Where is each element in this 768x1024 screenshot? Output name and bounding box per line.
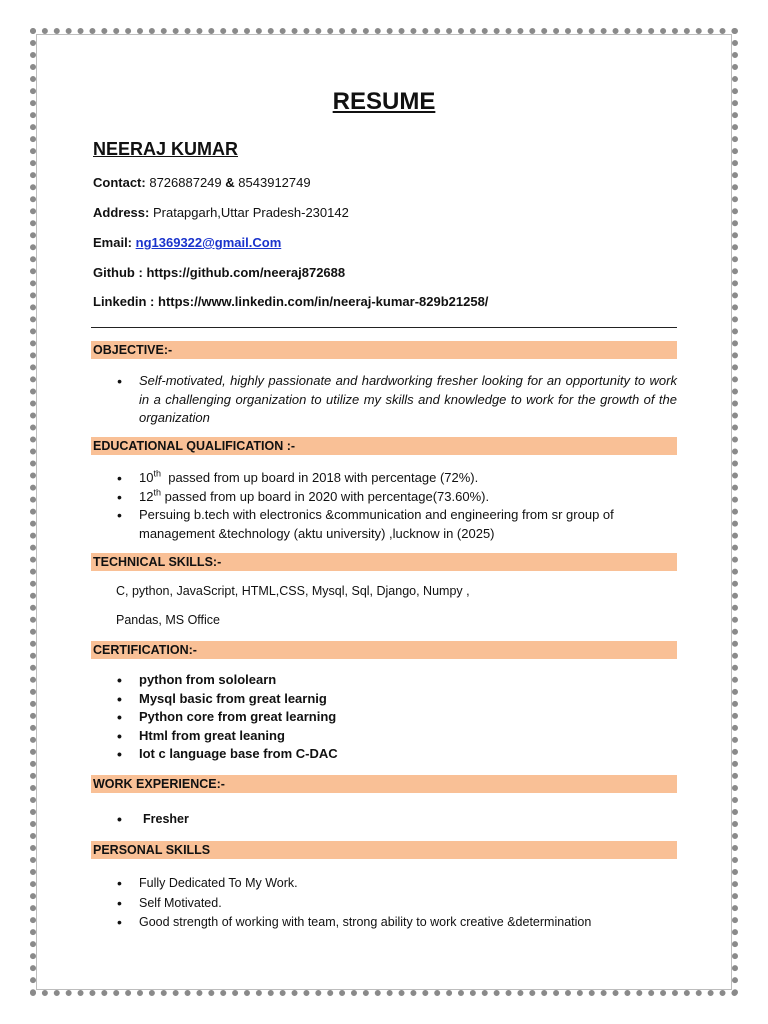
list-item: • Self Motivated. bbox=[117, 894, 677, 914]
email-label: Email: bbox=[93, 235, 133, 250]
list-item: • 10th passed from up board in 2018 with percentage (72%). bbox=[117, 469, 677, 488]
list-item: • Iot c language base from C-DAC bbox=[117, 745, 677, 764]
github-label: Github : bbox=[93, 265, 143, 280]
contact-label: Contact: bbox=[93, 175, 146, 190]
section-heading-personal: PERSONAL SKILLS bbox=[91, 841, 677, 859]
phone-separator: & bbox=[225, 175, 235, 190]
technical-skills-line-2: Pandas, MS Office bbox=[116, 613, 220, 627]
list-item: • Fresher bbox=[117, 810, 677, 829]
section-heading-work: WORK EXPERIENCE:- bbox=[91, 775, 677, 793]
address-label: Address: bbox=[93, 205, 150, 220]
phone-1: 8726887249 bbox=[149, 175, 222, 190]
email-link[interactable]: ng1369322@gmail.Com bbox=[135, 235, 282, 250]
list-item: • 12th passed from up board in 2020 with percentage(73.60%). bbox=[117, 488, 677, 507]
email-line bbox=[93, 235, 281, 250]
objective-text: • Self-motivated, highly passionate and hardworking fresher looking for an opportunity to work in a challenging organization to utilize my skills and knowledge to work for the growth of the organization bbox=[117, 372, 677, 428]
personal-skills-list bbox=[117, 874, 677, 933]
list-item: • Html from great leaning bbox=[117, 727, 677, 746]
github-url[interactable]: https://github.com/neeraj872688 bbox=[146, 265, 346, 280]
list-item: • Persuing b.tech with electronics &communication and engineering from sr group of management &technology (aktu university) ,lucknow in (2025) bbox=[117, 506, 677, 543]
section-heading-education: EDUCATIONAL QUALIFICATION :- bbox=[91, 437, 677, 455]
education-list bbox=[117, 469, 677, 543]
address-line bbox=[93, 205, 349, 220]
section-heading-certification: CERTIFICATION:- bbox=[91, 641, 677, 659]
linkedin-line bbox=[93, 294, 488, 309]
document-title: RESUME bbox=[332, 88, 436, 115]
linkedin-url[interactable]: https://www.linkedin.com/in/neeraj-kumar-829b21258/ bbox=[158, 294, 489, 309]
list-item: • python from sololearn bbox=[117, 671, 677, 690]
certification-list bbox=[117, 671, 677, 764]
github-line bbox=[93, 265, 345, 280]
address-value: Pratapgarh,Uttar Pradesh-230142 bbox=[152, 205, 349, 220]
work-list bbox=[117, 810, 677, 829]
list-item: • Good strength of working with team, strong ability to work creative &determination bbox=[117, 913, 677, 933]
technical-skills-line-1: C, python, JavaScript, HTML,CSS, Mysql, Sql, Django, Numpy , bbox=[116, 584, 470, 598]
objective-list bbox=[117, 372, 677, 428]
horizontal-divider bbox=[91, 327, 677, 328]
section-heading-objective: OBJECTIVE:- bbox=[91, 341, 677, 359]
list-item: • Python core from great learning bbox=[117, 708, 677, 727]
candidate-name: NEERAJ KUMAR bbox=[93, 139, 239, 159]
phone-2: 8543912749 bbox=[238, 175, 311, 190]
list-item: • Mysql basic from great learnig bbox=[117, 690, 677, 709]
contact-line bbox=[93, 175, 311, 190]
list-item: • Fully Dedicated To My Work. bbox=[117, 874, 677, 894]
section-heading-technical: TECHNICAL SKILLS:- bbox=[91, 553, 677, 571]
linkedin-label: Linkedin : bbox=[93, 294, 155, 309]
